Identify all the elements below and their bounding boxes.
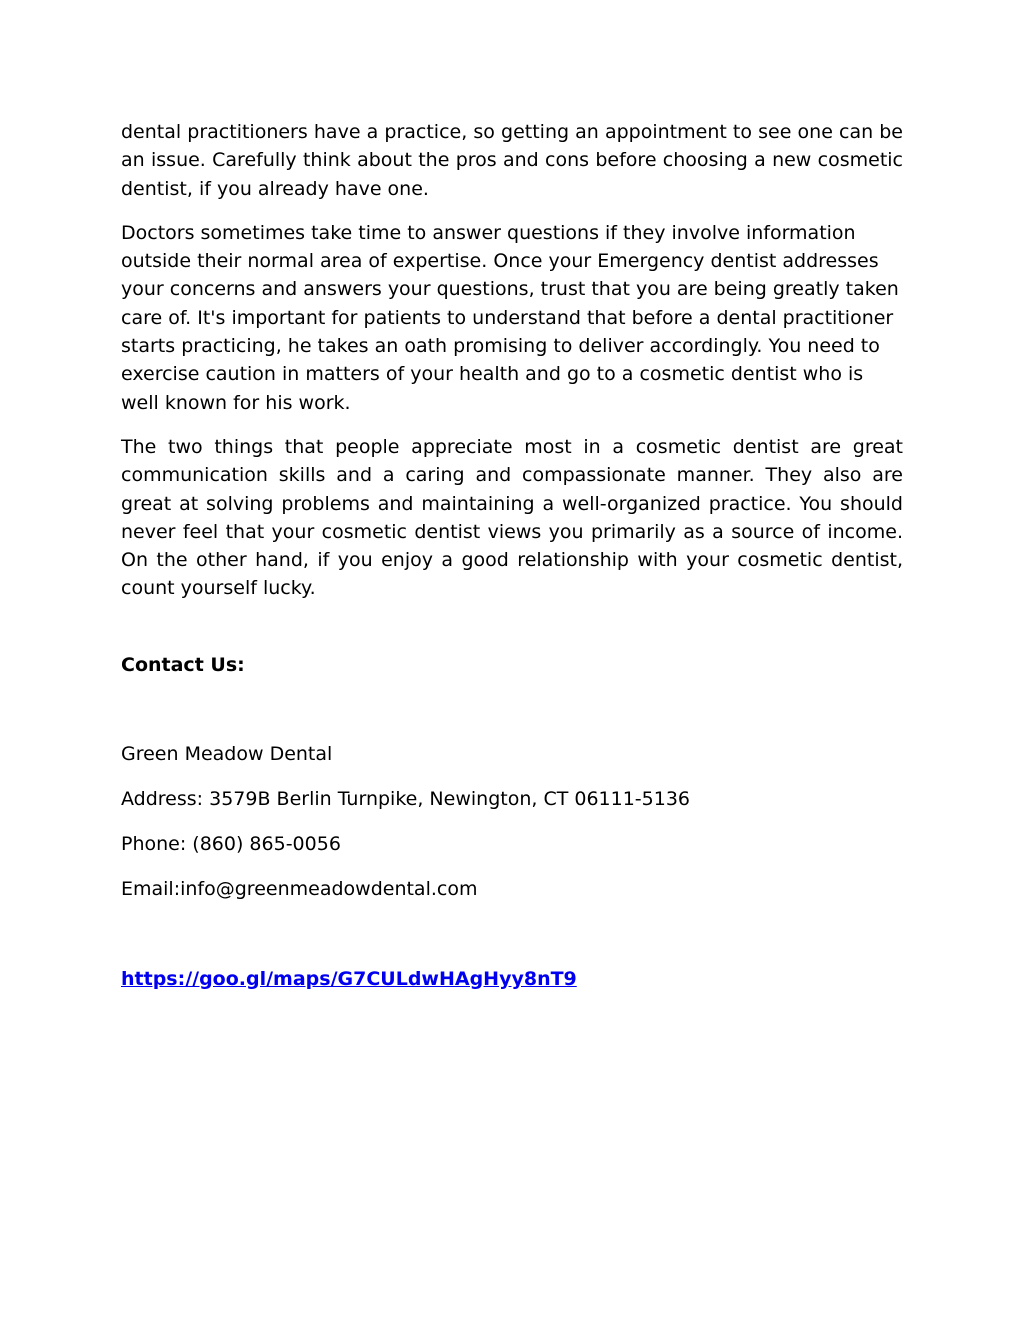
address-text: Address: 3579B Berlin Turnpike, Newington, CT 06111-5136 — [121, 787, 691, 810]
map-link[interactable]: https://goo.gl/maps/G7CULdwHAgHyy8nT9 — [121, 967, 577, 990]
contact-details — [121, 740, 903, 903]
document-page — [121, 118, 903, 993]
paragraph-2: Doctors sometimes take time to answer questions if they involve information outside their normal area of expertise. Once your Emergency dentist addresses your concerns and answers your questions, trust that you are being greatly taken care of. It's important for patients to understand that before a dental practitioner starts practicing, he takes an oath promising to deliver accordingly. You need to exercise caution in matters of your health and go to a cosmetic dentist who is well known for his work. — [121, 221, 899, 414]
business-name: Green Meadow Dental — [121, 743, 333, 766]
email-text: Email:info@greenmeadowdental.com — [121, 877, 478, 900]
paragraph-3: The two things that people appreciate most in a cosmetic dentist are great communication skills and a caring and compassionate manner. They also are great at solving problems and maintaining a well-organized practice. You should never feel that your cosmetic dentist views you primarily as a source of income. On the other hand, if you enjoy a good relationship with your cosmetic dentist, count yourself lucky. — [121, 435, 903, 600]
paragraph-1: dental practitioners have a practice, so getting an appointment to see one can be an issue. Carefully think about the pros and cons before choosing a new cosmetic dentist, if you already have one. — [121, 121, 903, 200]
contact-heading: Contact Us: — [121, 653, 245, 676]
phone-text: Phone: (860) 865-0056 — [121, 832, 341, 855]
